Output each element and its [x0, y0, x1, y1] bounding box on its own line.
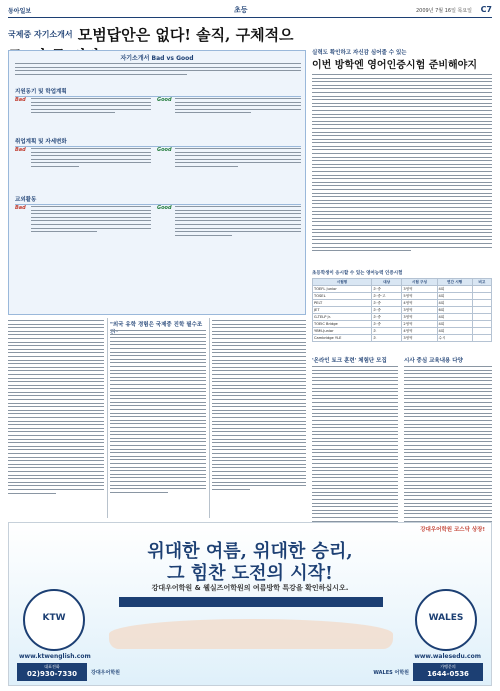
- good-badge: Good: [157, 97, 172, 103]
- good-example-text: [175, 206, 301, 238]
- box-intro-text: [15, 63, 301, 85]
- article-column-2: [110, 330, 206, 495]
- ktw-footer-name: 강대우어학원: [91, 670, 120, 676]
- table-cell: TOEFL Junior: [313, 286, 372, 293]
- table-header-row: [313, 279, 492, 286]
- table-cell: 2영역: [402, 321, 437, 328]
- table-cell: TOSEL: [313, 293, 372, 300]
- bad-badge: Bad: [15, 97, 26, 103]
- main-headline: [8, 24, 308, 50]
- table-cell: 3영역: [402, 286, 437, 293]
- bad-example-text: [31, 148, 151, 170]
- table-cell: [472, 335, 491, 342]
- good-badge: Good: [157, 147, 172, 153]
- right-subhead-2: 시사 중심 교육내용 다양: [404, 358, 463, 364]
- table-cell: 초: [371, 328, 401, 335]
- hands-image: [109, 619, 393, 649]
- ad-banner-bar: [119, 597, 383, 607]
- table-cell: 4회: [437, 293, 472, 300]
- table-cell: 초·중·고: [371, 293, 401, 300]
- exam-table: [312, 278, 492, 342]
- column-divider: [107, 318, 108, 518]
- table-cell: 초·중: [371, 286, 401, 293]
- table-cell: 4회: [437, 300, 472, 307]
- headline-kicker: 국제중 자기소개서: [8, 30, 73, 39]
- table-cell: 초·중: [371, 300, 401, 307]
- ktw-logo-text: KTW: [42, 613, 66, 623]
- table-cell: 초·중: [371, 314, 401, 321]
- issue-date: 2009년 7월 16일 목요일: [415, 8, 472, 14]
- table-row: [313, 314, 492, 321]
- table-header-cell: 시험명: [313, 279, 372, 286]
- table-cell: G-TELP Jr.: [313, 314, 372, 321]
- table-cell: 4회: [437, 286, 472, 293]
- table-cell: 4회: [437, 328, 472, 335]
- right-subhead-1: '온라인 토크 훈련' 체험단 모집: [312, 358, 387, 364]
- right-subcol-2: [404, 366, 492, 531]
- exam-table-title: 초등학생이 응시할 수 있는 영어능력 인증시험: [312, 271, 403, 276]
- table-cell: TOEIC Bridge: [313, 321, 372, 328]
- table-cell: 4회: [437, 321, 472, 328]
- article-subtitle: "외국 유학 경험은 국제중 진학 필수조: [110, 322, 203, 328]
- main-phone-number: 02)930-7330: [27, 670, 77, 678]
- bad-badge: Bad: [15, 147, 26, 153]
- ktw-logo: [23, 589, 85, 651]
- wales-logo-text: WALES: [428, 613, 464, 623]
- table-cell: 6회: [437, 307, 472, 314]
- table-cell: [472, 328, 491, 335]
- column-divider: [209, 318, 210, 518]
- table-cell: Cambridge YLE: [313, 335, 372, 342]
- box-title: 자기소개서 Bad vs Good: [120, 55, 194, 62]
- section-name: 초등: [234, 6, 248, 14]
- academy-advertisement: [8, 522, 492, 686]
- ktw-website-link[interactable]: www.ktwenglish.com: [19, 653, 91, 660]
- table-cell: 초·중: [371, 307, 401, 314]
- table-cell: [472, 300, 491, 307]
- comparison-box: [8, 50, 306, 315]
- ad-slogan-1: 위대한 여름, 위대한 승리,: [147, 541, 353, 562]
- table-cell: 초·중: [371, 321, 401, 328]
- table-cell: PELT: [313, 300, 372, 307]
- franchise-phone-number: 1644-0536: [427, 670, 469, 678]
- headline-title: 모범답안은 없다! 솔직, 구체적으: [77, 26, 294, 44]
- ad-promo: 강대우어학원 코스닥 상장!: [420, 527, 485, 533]
- table-row: [313, 328, 492, 335]
- good-badge: Good: [157, 205, 172, 211]
- bad-badge: Bad: [15, 205, 26, 211]
- table-cell: 4회: [437, 314, 472, 321]
- main-phone-box: [17, 663, 87, 681]
- table-cell: JET: [313, 307, 372, 314]
- table-cell: [472, 307, 491, 314]
- franchise-phone-box: [413, 663, 483, 681]
- subhead-plan: 취업계획 및 자세변화: [15, 137, 301, 147]
- page-number: C7: [480, 5, 492, 14]
- table-cell: [472, 293, 491, 300]
- franchise-phone-label: 가맹문의: [440, 664, 456, 669]
- good-example-text: [175, 148, 301, 170]
- table-cell: 수시: [437, 335, 472, 342]
- table-cell: 3영역: [402, 307, 437, 314]
- table-cell: 초: [371, 335, 401, 342]
- table-cell: [472, 286, 491, 293]
- good-example-text: [175, 98, 301, 116]
- table-cell: 3영역: [402, 335, 437, 342]
- ad-subline: 강대우어학원 & 웰실즈어학원의 여름방학 특강을 확인하십시오.: [151, 584, 349, 592]
- main-phone-label: 대표전화: [44, 664, 60, 669]
- table-row: [313, 321, 492, 328]
- newspaper-brand: 동아일보: [8, 8, 32, 15]
- wales-footer-name: WALES 어학원: [373, 670, 409, 676]
- table-cell: [472, 314, 491, 321]
- table-header-cell: 연간 시행: [437, 279, 472, 286]
- right-article: [312, 24, 492, 518]
- table-cell: YBM-Junior: [313, 328, 372, 335]
- table-cell: 3영역: [402, 314, 437, 321]
- right-kicker: 실력도 확인하고 자신감 심어줄 수 있는: [312, 50, 407, 56]
- article-column-3: [212, 320, 306, 493]
- right-subcol-1: [312, 366, 398, 531]
- right-headline: 이번 방학엔 영어인증시험 준비해야지: [312, 60, 478, 71]
- table-cell: 4영역: [402, 300, 437, 307]
- ad-slogan-2: 그 힘찬 도전의 시작!: [167, 563, 333, 584]
- wales-logo: [415, 589, 477, 651]
- table-row: [313, 286, 492, 293]
- table-cell: [472, 321, 491, 328]
- right-article-text: [312, 74, 492, 254]
- bad-example-text: [31, 98, 151, 116]
- subhead-motivation: 지원동기 및 학업계획: [15, 87, 301, 97]
- table-row: [313, 307, 492, 314]
- table-header-cell: 대상: [371, 279, 401, 286]
- page-header: [8, 6, 492, 18]
- table-cell: 4영역: [402, 328, 437, 335]
- table-header-cell: 비고: [472, 279, 491, 286]
- table-header-cell: 시험 구성: [402, 279, 437, 286]
- bad-example-text: [31, 206, 151, 235]
- table-row: [313, 293, 492, 300]
- subhead-activities: 교외활동: [15, 195, 301, 205]
- table-row: [313, 300, 492, 307]
- table-row: [313, 335, 492, 342]
- wales-website-link[interactable]: www.walesedu.com: [414, 653, 481, 660]
- article-column-1: [8, 320, 104, 496]
- table-cell: 5영역: [402, 293, 437, 300]
